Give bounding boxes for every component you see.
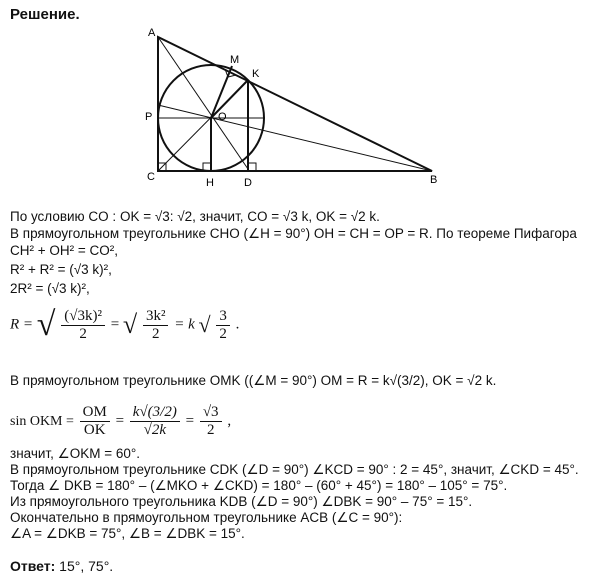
equals-1: = [110, 316, 120, 333]
sqrt-sign-icon: √ [198, 312, 211, 337]
solution-line-11: Тогда ∠ DKB = 180° – (∠MKO + ∠CKD) = 180° – (60° + 45°) = 180° – 105° = 75°. [10, 478, 508, 493]
label-d: D [244, 177, 252, 189]
fraction-3 [216, 308, 230, 343]
solution-line-7: В прямоугольном треугольнике OMK ((∠M = 90°) OM = R = k√(3/2), OK = √2 k. [10, 373, 497, 388]
solution-line-2: В прямоугольном треугольнике CHO (∠H = 90°) OH = CH = OP = R. По теореме Пифагора [10, 226, 577, 241]
formula-sin-end: , [227, 412, 232, 429]
solution-line-4: R² + R² = (√3 k)², [10, 262, 112, 277]
answer [10, 558, 113, 574]
solution-line-13: Окончательно в прямоугольном треугольнике ACB (∠C = 90°): [10, 510, 403, 525]
fraction-3-den: 2 [219, 325, 227, 342]
fraction-sqrt3-2 [200, 404, 222, 439]
fraction-1-den: 2 [79, 325, 87, 342]
fraction-om-ok [80, 404, 110, 439]
fraction-1-num: (√3k)² [61, 308, 105, 326]
fraction-2-num: 3k² [143, 308, 169, 326]
fraction-k-sqrt-num: k√(3/2) [130, 404, 180, 422]
equals-2: = k [174, 316, 195, 333]
label-a: A [148, 27, 156, 39]
line-b-o [158, 105, 432, 171]
formula-r-lhs: R = [10, 316, 34, 333]
solution-line-1: По условию CO : OK = √3: √2, значит, CO = √3 k, OK = √2 k. [10, 209, 380, 224]
sqrt-sign-icon: √ [36, 306, 56, 343]
equals-3: = [115, 412, 125, 429]
fraction-2 [143, 308, 169, 343]
fraction-2-den: 2 [151, 325, 160, 342]
solution-line-14: ∠A = ∠DKB = 75°, ∠B = ∠DBK = 15°. [10, 526, 245, 541]
label-b: B [430, 174, 438, 186]
label-p: P [145, 111, 153, 123]
fraction-sqrt3-2-num: √3 [200, 404, 222, 422]
solution-line-12: Из прямоугольного треугольника KDB (∠D = 90°) ∠DBK = 90° – 75° = 15°. [10, 494, 473, 509]
formula-r [10, 306, 239, 344]
line-o-k [211, 80, 248, 118]
sqrt-sign-icon: √ [122, 310, 138, 339]
triangle-acb [158, 37, 432, 171]
label-m: M [230, 54, 240, 66]
fraction-3-num: 3 [216, 308, 230, 326]
solution-line-3: CH² + OH² = CO², [10, 243, 119, 258]
fraction-k-sqrt [130, 404, 180, 439]
solution-line-9: значит, ∠OKM = 60°. [10, 446, 141, 461]
geometry-figure [140, 22, 450, 192]
right-angle-d [248, 163, 256, 171]
fraction-sqrt3-2-den: 2 [206, 422, 215, 438]
solution-heading: Решение. [10, 6, 80, 23]
formula-sin-lhs: sin OKM = [10, 413, 74, 429]
formula-r-end: . [235, 316, 240, 333]
solution-line-10: В прямоугольном треугольнике CDK (∠D = 90°) ∠KCD = 90° : 2 = 45°, значит, ∠CKD = 45°. [10, 462, 579, 477]
fraction-k-sqrt-den: √2k [143, 422, 167, 438]
fraction-om-ok-num: OM [80, 404, 110, 422]
answer-label: Ответ: [10, 558, 56, 574]
label-h: H [206, 177, 214, 189]
formula-sin [10, 404, 231, 439]
answer-value: 15°, 75°. [55, 558, 114, 574]
solution-line-5: 2R² = (√3 k)², [10, 281, 90, 296]
equals-4: = [185, 412, 195, 429]
label-k: K [252, 68, 260, 80]
fraction-om-ok-den: OK [83, 422, 106, 438]
fraction-1 [61, 308, 105, 343]
label-o: O [218, 111, 227, 123]
label-c: C [147, 171, 155, 183]
